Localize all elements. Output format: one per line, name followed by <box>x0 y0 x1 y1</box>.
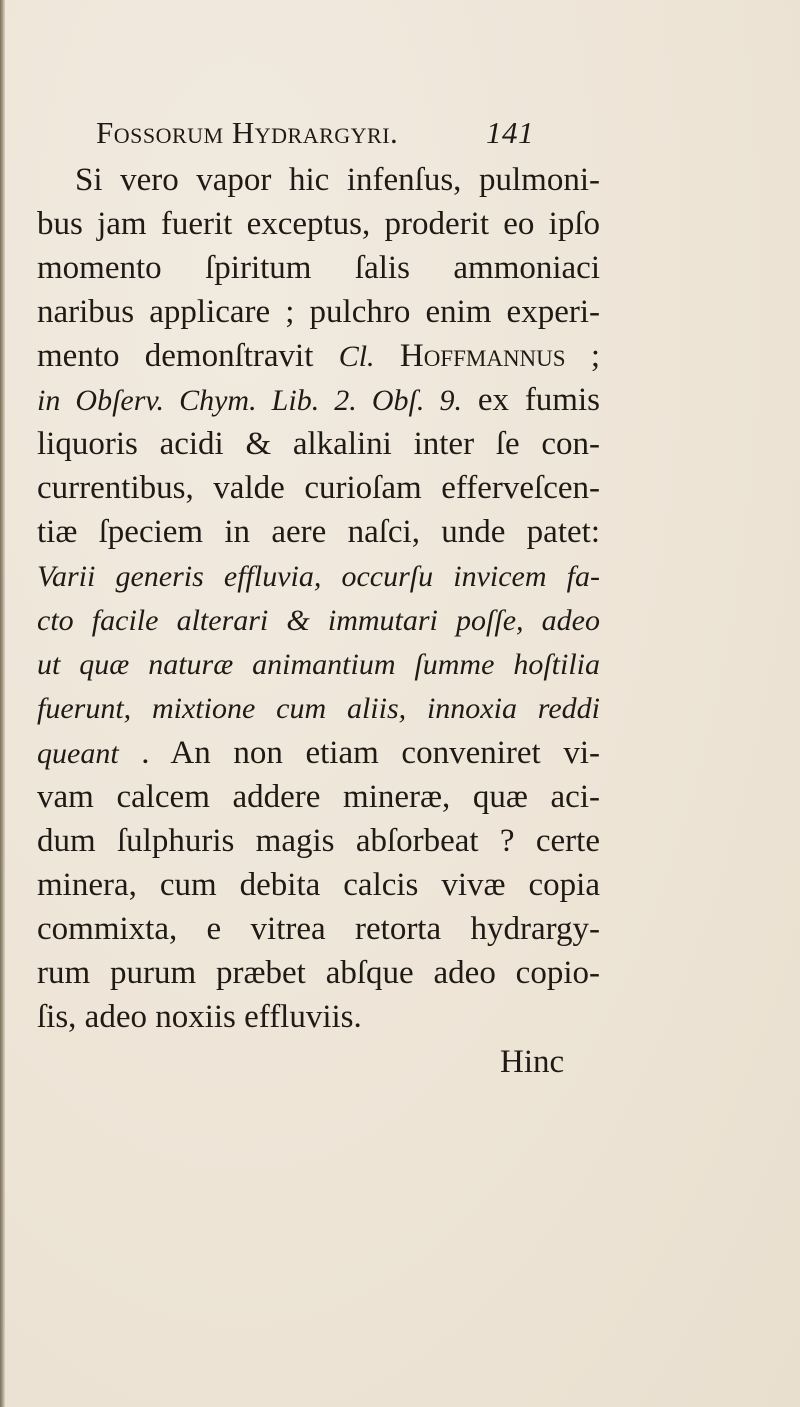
citation: in Obſerv. Chym. Lib. 2. Obſ. 9. <box>37 384 462 417</box>
book-spine-edge <box>0 0 5 1407</box>
text-line-6 <box>37 378 600 422</box>
text-line-7: liquoris acidi & alkalini inter ſe con- <box>37 426 600 462</box>
running-header-title: Fossorum Hydrargyri. <box>96 115 399 150</box>
text-line-4: naribus applicare ; pulchro enim experi- <box>37 294 600 330</box>
text-line-16: dum ſulphuris magis abſorbeat ? certe <box>37 823 600 859</box>
quote-line-3: ut quæ naturæ animantium ſumme hoſtilia <box>37 648 600 681</box>
text-line-18: commixta, e vitrea retorta hydrargy- <box>37 911 600 947</box>
text-line-6-tail: ex fumis <box>477 382 600 418</box>
text-line-20: ſis, adeo noxiis effluviis. <box>37 999 362 1035</box>
page-number: 141 <box>486 115 534 150</box>
text-line-5-punct: ; <box>590 338 601 374</box>
text-line-8: currentibus, valde curioſam efferveſcen- <box>37 470 600 506</box>
text-line-2: bus jam fuerit exceptus, proderit eo ipſo <box>37 206 600 242</box>
text-line-3: momento ſpiritum ſalis ammoniaci <box>37 250 600 286</box>
quote-line-4: fuerunt, mixtione cum aliis, innoxia reddi <box>37 692 600 725</box>
text-line-1: Si vero vapor hic infenſus, pulmoni- <box>75 162 600 198</box>
text-line-15: vam calcem addere mineræ, quæ aci- <box>37 779 600 815</box>
author-name: Hoffmannus <box>399 338 566 374</box>
text-line-14-tail: . An non etiam conveniret vi- <box>141 735 600 771</box>
text-line-9: tiæ ſpeciem in aere naſci, unde patet: <box>37 514 600 550</box>
quote-end: queant <box>37 737 119 770</box>
text-line-17: minera, cum debita calcis vivæ copia <box>37 867 600 903</box>
text-line-14 <box>37 731 600 775</box>
text-line-5 <box>37 334 600 378</box>
quote-line-1: Varii generis effluvia, occurſu invicem fa- <box>37 560 600 593</box>
running-header <box>96 115 656 155</box>
quote-line-2: cto facile alterari & immutari poſſe, adeo <box>37 604 600 637</box>
abbrev-cl: Cl. <box>338 340 375 373</box>
text-line-19: rum purum præbet abſque adeo copio- <box>37 955 600 991</box>
catchword: Hinc <box>500 1044 565 1080</box>
text-line-5-main: mento demonſtravit <box>37 338 314 374</box>
